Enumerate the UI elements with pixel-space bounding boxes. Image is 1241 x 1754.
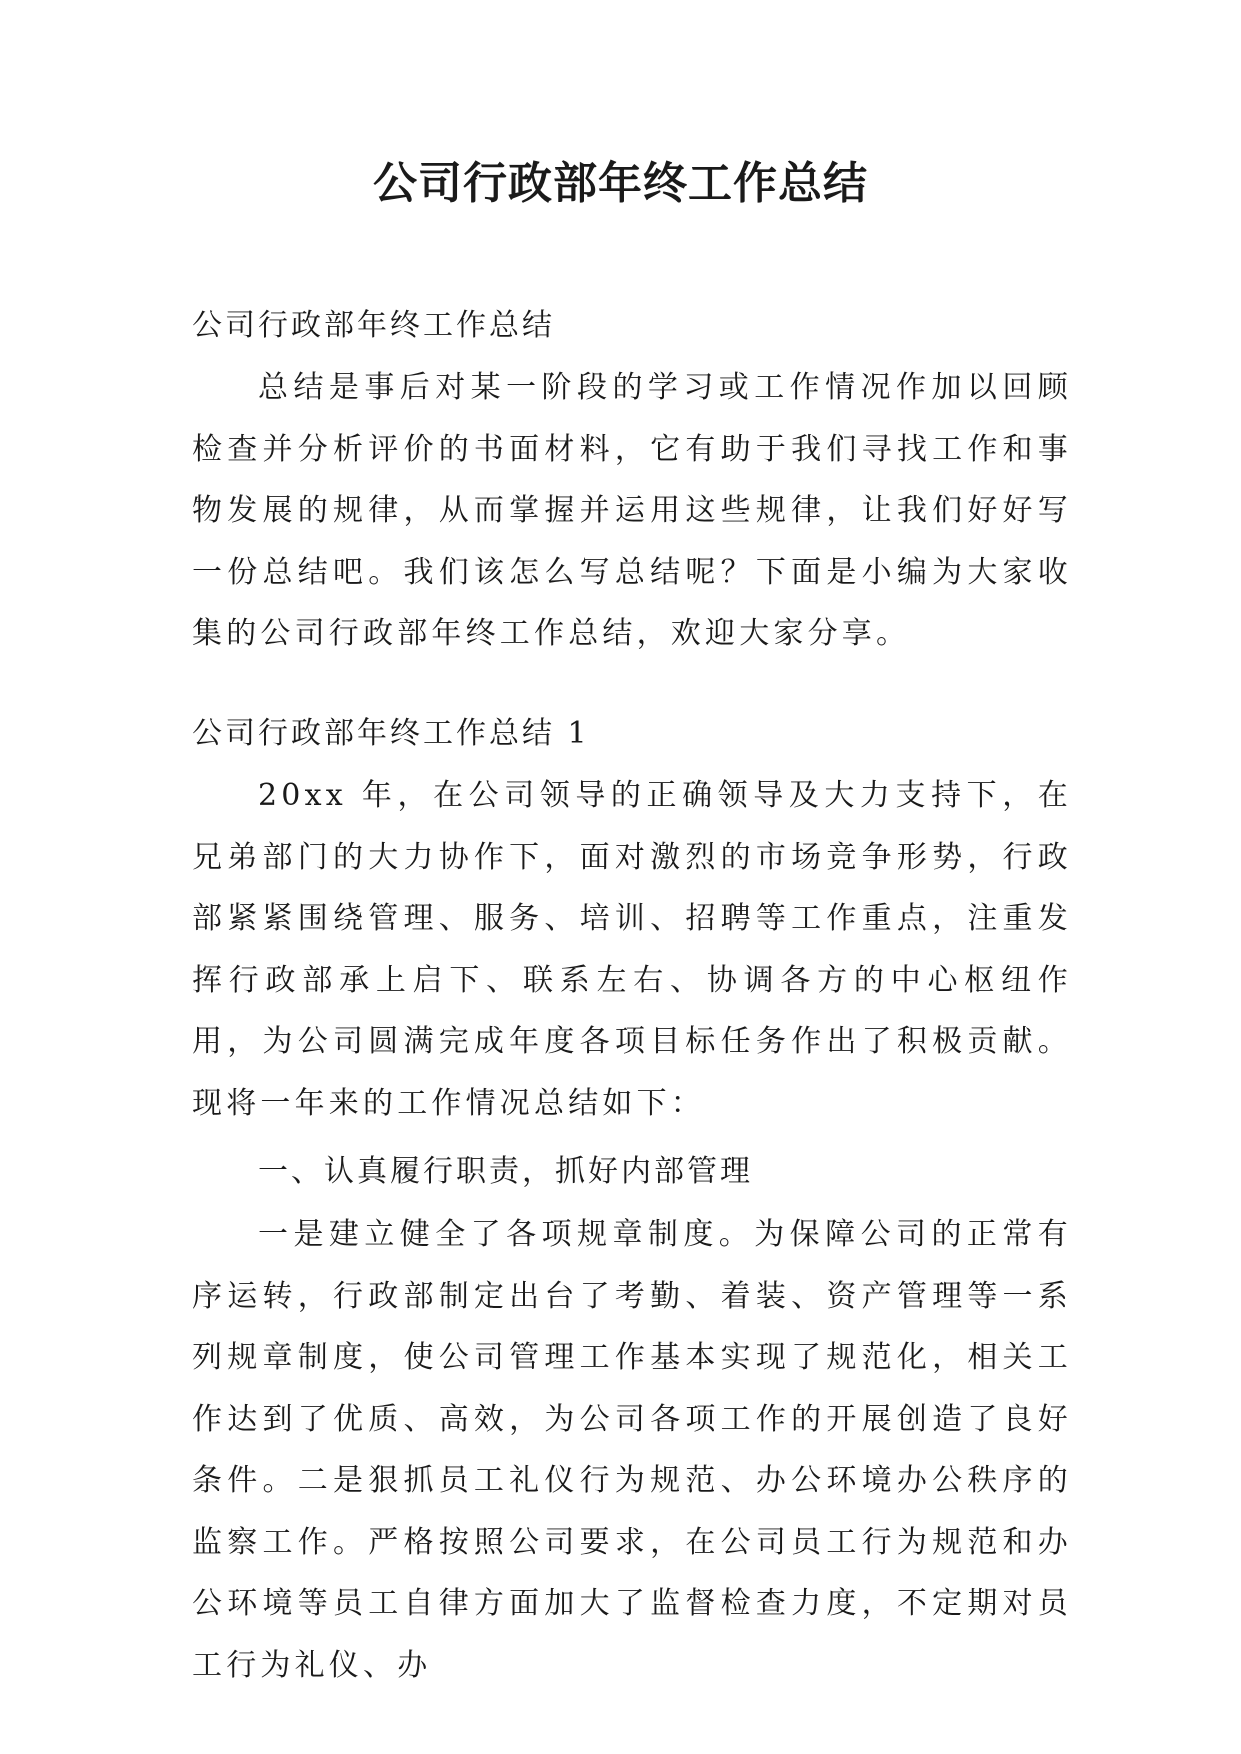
item-paragraph: 一是建立健全了各项规章制度。为保障公司的正常有序运转，行政部制定出台了考勤、着装、资产管理等一系列规章制度，使公司管理工作基本实现了规范化，相关工作达到了优质、高效，为公司各项工作的开展创造了良好条件。二是狠抓员工礼仪行为规范、办公环境办公秩序的监察工作。严格按照公司要求，在公司员工行为规范和办公环境等员工自律方面加大了监督检查力度，不定期对员工行为礼仪、办: [192, 1217, 1072, 1683]
document-subtitle: 公司行政部年终工作总结: [192, 308, 555, 343]
section-paragraph: 20xx 年，在公司领导的正确领导及大力支持下，在兄弟部门的大力协作下，面对激烈的市场竞争形势，行政部紧紧围绕管理、服务、培训、招聘等工作重点，注重发挥行政部承上启下、联系左右、协调各方的中心枢纽作用，为公司圆满完成年度各项目标任务作出了积极贡献。现将一年来的工作情况总结如下：: [192, 778, 1072, 1121]
section-heading: 公司行政部年终工作总结 1: [192, 716, 590, 751]
document-title: 公司行政部年终工作总结: [373, 158, 868, 209]
intro-paragraph: 总结是事后对某一阶段的学习或工作情况作加以回顾检查并分析评价的书面材料，它有助于我们寻找工作和事物发展的规律，从而掌握并运用这些规律，让我们好好写一份总结吧。我们该怎么写总结呢？下面是小编为大家收集的公司行政部年终工作总结，欢迎大家分享。: [192, 370, 1072, 651]
item-heading: 一、认真履行职责，抓好内部管理: [258, 1154, 753, 1189]
